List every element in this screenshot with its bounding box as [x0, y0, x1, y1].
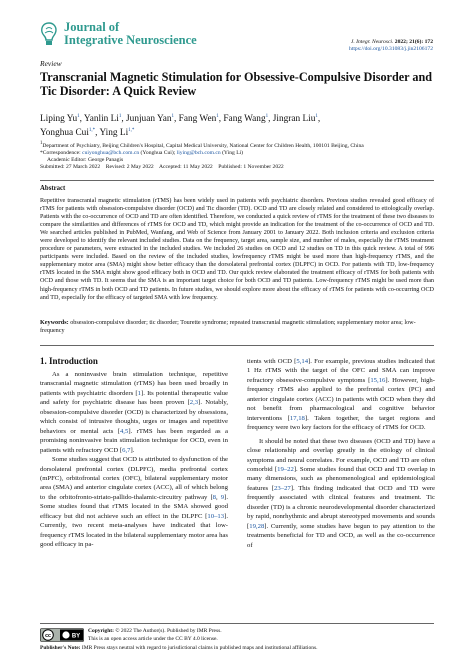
text-run: ]. Currently, two recent meta-analyses have indicated that low-frequency rTMS located in the bilateral supplementary motor area has good efficacy in pa- [40, 512, 228, 549]
cc-badge-cc: cc [45, 633, 51, 639]
divider-top [40, 180, 434, 181]
citation-link[interactable]: 23–27 [274, 484, 291, 492]
section-heading-introduction: 1. Introduction [40, 356, 98, 366]
author-affiliation-marker[interactable]: 1 [315, 114, 318, 119]
publisher-note [40, 645, 317, 652]
correspondence-label: *Correspondence: [40, 150, 83, 157]
copyright-text: © 2022 The Author(s). Published by IMR Press. [113, 628, 222, 634]
email-link-2[interactable]: liying@bch.com.cn [176, 150, 221, 157]
author-separator: , [121, 114, 127, 125]
paragraph [40, 455, 228, 550]
author-separator: , [268, 114, 273, 125]
footer-license [88, 628, 434, 643]
doi-link[interactable]: https://doi.org/10.31083/j.jin2106172 [349, 46, 433, 52]
cc-by-license-icon[interactable] [40, 628, 84, 642]
author-affiliation-marker[interactable]: 1 [216, 114, 219, 119]
text-run: It should be noted that these two diseases (OCD and TD) have a close relationship and overlap greatly in the etiology of clinical symptoms and neural correlates. For example, OCD and TD are often comorbid [ [247, 437, 435, 473]
email-owner-1: (Yonghua Cui); [139, 150, 177, 157]
text-run: ]. rTMS has been regarded as a promising noninvasive brain stimulation technique for OCD, even in patients with refractory OCD [ [40, 427, 228, 454]
author-name: Fang Wen [178, 114, 217, 125]
text-run: As a noninvasive brain stimulation technique, repetitive transcranial magnetic stimulation (rTMS) has been used broadly in patients with psychiatric disorders [ [40, 371, 228, 397]
email-owner-2: (Ying Li) [220, 150, 244, 157]
author-separator: , [95, 128, 100, 139]
text-run: ]. For example, previous studies indicated that 1 Hz rTMS with the target of the OFC and SMA can improve refractory obsessive-compulsive symptoms [ [247, 358, 435, 384]
article-title: Transcranial Magnetic Stimulation for Obsessive-Compulsive Disorder and Tic Disorder: A Quick Review [40, 70, 433, 98]
citation-link[interactable]: 19,28 [249, 522, 265, 530]
author-name: Yanlin Li [83, 114, 119, 125]
copyright-label: Copyright: [88, 628, 114, 634]
affiliations [40, 140, 440, 172]
body-column-right [247, 357, 435, 550]
submission-dates: Submitted: 27 March 2022 Revised: 2 May 2022 Accepted: 11 May 2022 Published: 1 November 2022 [40, 164, 284, 171]
affiliation-marker: 1 [40, 141, 43, 146]
body-column-left [40, 370, 228, 550]
publisher-note-text: IMR Press stays neutral with regard to jurisdictional claims in published maps and institutional affiliations. [80, 645, 318, 651]
author-separator: , [79, 114, 84, 125]
author-name: Yonghua Cui [40, 128, 89, 139]
text-run: Some studies suggest that OCD is attributed to dysfunction of the dorsolateral prefrontal cortex (DLPFC), media prefrontal cortex (mPFC), orbitofrontal cortex (OFC), bilateral supplementary motor area (SMA) and anterior cingulate cortex (ACC), all of which belong to the orbitofronto-striato-pallido-thalamic-circuitry pathway [ [40, 456, 228, 501]
article-type: Review [40, 59, 62, 68]
text-run: ]. Taken together, the target regions and frequency were two key factors for the efficacy of rTMS for OCD. [247, 414, 435, 432]
author-line-1 [40, 111, 430, 125]
paragraph [40, 370, 228, 455]
author-affiliation-marker[interactable]: 1 [118, 114, 122, 119]
author-affiliation-marker[interactable]: 1 [77, 114, 80, 119]
citation-link[interactable]: 2,3 [189, 399, 199, 407]
keywords [40, 319, 434, 335]
citation-link[interactable]: 19–22 [277, 465, 294, 473]
citation-link[interactable]: 15,16 [370, 376, 386, 384]
citation-link[interactable]: 5,14 [296, 358, 309, 365]
author-separator: , [174, 114, 179, 125]
author-separator: , [218, 114, 224, 125]
text-run: ]. Some studies found that rTMS located in the SMA showed good efficacy but did not achieve such an effect in the DLPFC [ [40, 493, 228, 520]
author-name: Fang Wang [223, 114, 266, 125]
citation-link[interactable]: 4,5 [119, 427, 129, 435]
cc-badge-by: BY [71, 633, 81, 640]
journal-name-line1: Journal of [64, 20, 120, 34]
text-run: ]. Notably, obsession-compulsive disorder (OCD) is characterized by obsessions, which consist of intrusive thoughts, urges or images and repetitive behaviors or mental acts [ [40, 399, 228, 435]
abstract-text: Repetitive transcranial magnetic stimulation (rTMS) has been widely used in patients with psychiatric disorders. Previous studies revealed good efficacy of rTMS for patients with obsession-compulsive disorder (OCD) and Tic disorder (TD). OCD and TD are closely related and considered to etiologically overlap. Patients with the co-occurrence of OCD and TD are often identified. Therefore, we conducted a quick review of rTMS for the treatment of these two diseases to compare the similarities and differences of rTMS for OCD and TD, which might provide an indication for the treatment of the co-occurrence of OCD and TD. We searched articles published in PubMed, Wanfang, and Web of Science from January 2001 to January 2022. Both inclusion criteria and exclusion criteria were developed to identify the relevant included studies. Data on the frequency, target area, sample size, and number of males, especially the rTMS treatment procedure or parameters, were extracted in the included studies. We included 26 studies on OCD and 12 studies on TD in this quick review. A total of 996 participants were included. Based on the review of the included studies, lowfrequency rTMS might be used more than high-frequency rTMS, and the supplementary motor area (SMA) might show better efficacy than the dorsolateral prefrontal cortex (DLPFC) in OCD. For patients with TD, low-frequency rTMS located in the SMA might show good efficacy both in OCD and TD. Our quick review elaborated the treatment efficacy of rTMS for both patients with OCD and those with TD. It seems that the SMA is an important target choice for both OCD and TD patients. Low-frequency rTMS might be used more than high-frequency rTMS in both OCD and TD patients. In future studies, we should explore more about the efficacy of rTMS for patients with co-occurring OCD and TD, especially for the efficacy of targeted SMA with low frequency. [40, 198, 434, 301]
email-link-1[interactable]: cuiyonghua@bch.com.cn [82, 150, 140, 157]
author-name: Ying Li [99, 128, 129, 139]
author-affiliation-marker[interactable]: 1 [171, 114, 175, 119]
keywords-text: obsession-compulsive disorder; tic disorder; Tourette syndrome; repeated transcranial magnetic stimulation; supplementary motor area; low-frequency [40, 320, 416, 334]
publisher-note-label: Publisher's Note: [40, 645, 81, 651]
journal-logo-icon [39, 21, 59, 47]
license-text: This is an open access article under the CC BY 4.0 license. [88, 635, 218, 642]
citation-link[interactable]: 17,18 [289, 414, 305, 422]
keywords-label: Keywords: [40, 320, 69, 326]
citation-journal: J. Integr. Neurosci. [350, 39, 394, 45]
author-name: Jingran Liu [272, 114, 316, 125]
text-run: ]. Some studies found that OCD and TD overlap in many dimensions, such as phenomenological and epidemiological features [ [247, 465, 435, 492]
citation [349, 39, 433, 53]
author-name: Junjuan Yan [126, 114, 172, 125]
author-affiliation-marker[interactable]: 1,* [128, 128, 135, 134]
journal-name-line2: Integrative Neuroscience [64, 33, 197, 47]
citation-link[interactable]: 10–13 [207, 512, 225, 520]
citation-volume: 2022; 21(6): 172 [393, 39, 433, 45]
divider-footer [40, 623, 434, 624]
paragraph [247, 437, 435, 550]
text-run: ]. However, high-frequency rTMS also applied to the prefrontal cortex (PC) and anterior cingulate cortex (ACC) in patients with OCD when they did not benefit from pharmacological and cognitive behavior interventions [ [247, 376, 435, 422]
affiliation-text: Department of Psychiatry, Beijing Children's Hospital, Capital Medical University, National Center for Children Health, 100101 Beijing, China [42, 142, 364, 149]
citation-link[interactable]: 1 [137, 389, 141, 397]
citation-link[interactable]: 8 [212, 493, 217, 501]
text-run: , [216, 493, 221, 501]
text-run: tients with OCD [ [247, 358, 297, 365]
citation-link[interactable]: 9 [220, 493, 225, 501]
author-line-2 [40, 125, 430, 139]
text-run: ]. This finding indicated that OCD and TD were frequently associated with clinical features and treatment. Tic disorder (TD) is a chronic neurodevelopmental disorder characterized by rapid, nonrhythmic and abrupt stereotyped movements and sounds [ [247, 484, 436, 530]
author-affiliation-marker[interactable]: 1 [265, 114, 269, 119]
author-list [40, 111, 430, 139]
author-separator: , [317, 114, 321, 125]
journal-name [64, 21, 197, 47]
divider-abstract [40, 345, 434, 346]
academic-editor: Academic Editor: George Panagis [47, 157, 124, 164]
text-run: ]. Currently, some studies have begun to pay attention to the treatments beneficial for TD and OCD, as well as the co-occurrence of [247, 522, 435, 549]
author-name: Liping Yu [40, 114, 78, 125]
paragraph [247, 357, 435, 433]
abstract-heading: Abstract [40, 185, 66, 192]
citation-link[interactable]: 6,7 [122, 446, 131, 454]
author-affiliation-marker[interactable]: 1,* [88, 128, 96, 134]
text-run: ]. Its potential therapeutic value and safety for psychiatric disease has been proven [ [40, 389, 228, 407]
text-run: ]. [130, 446, 135, 454]
